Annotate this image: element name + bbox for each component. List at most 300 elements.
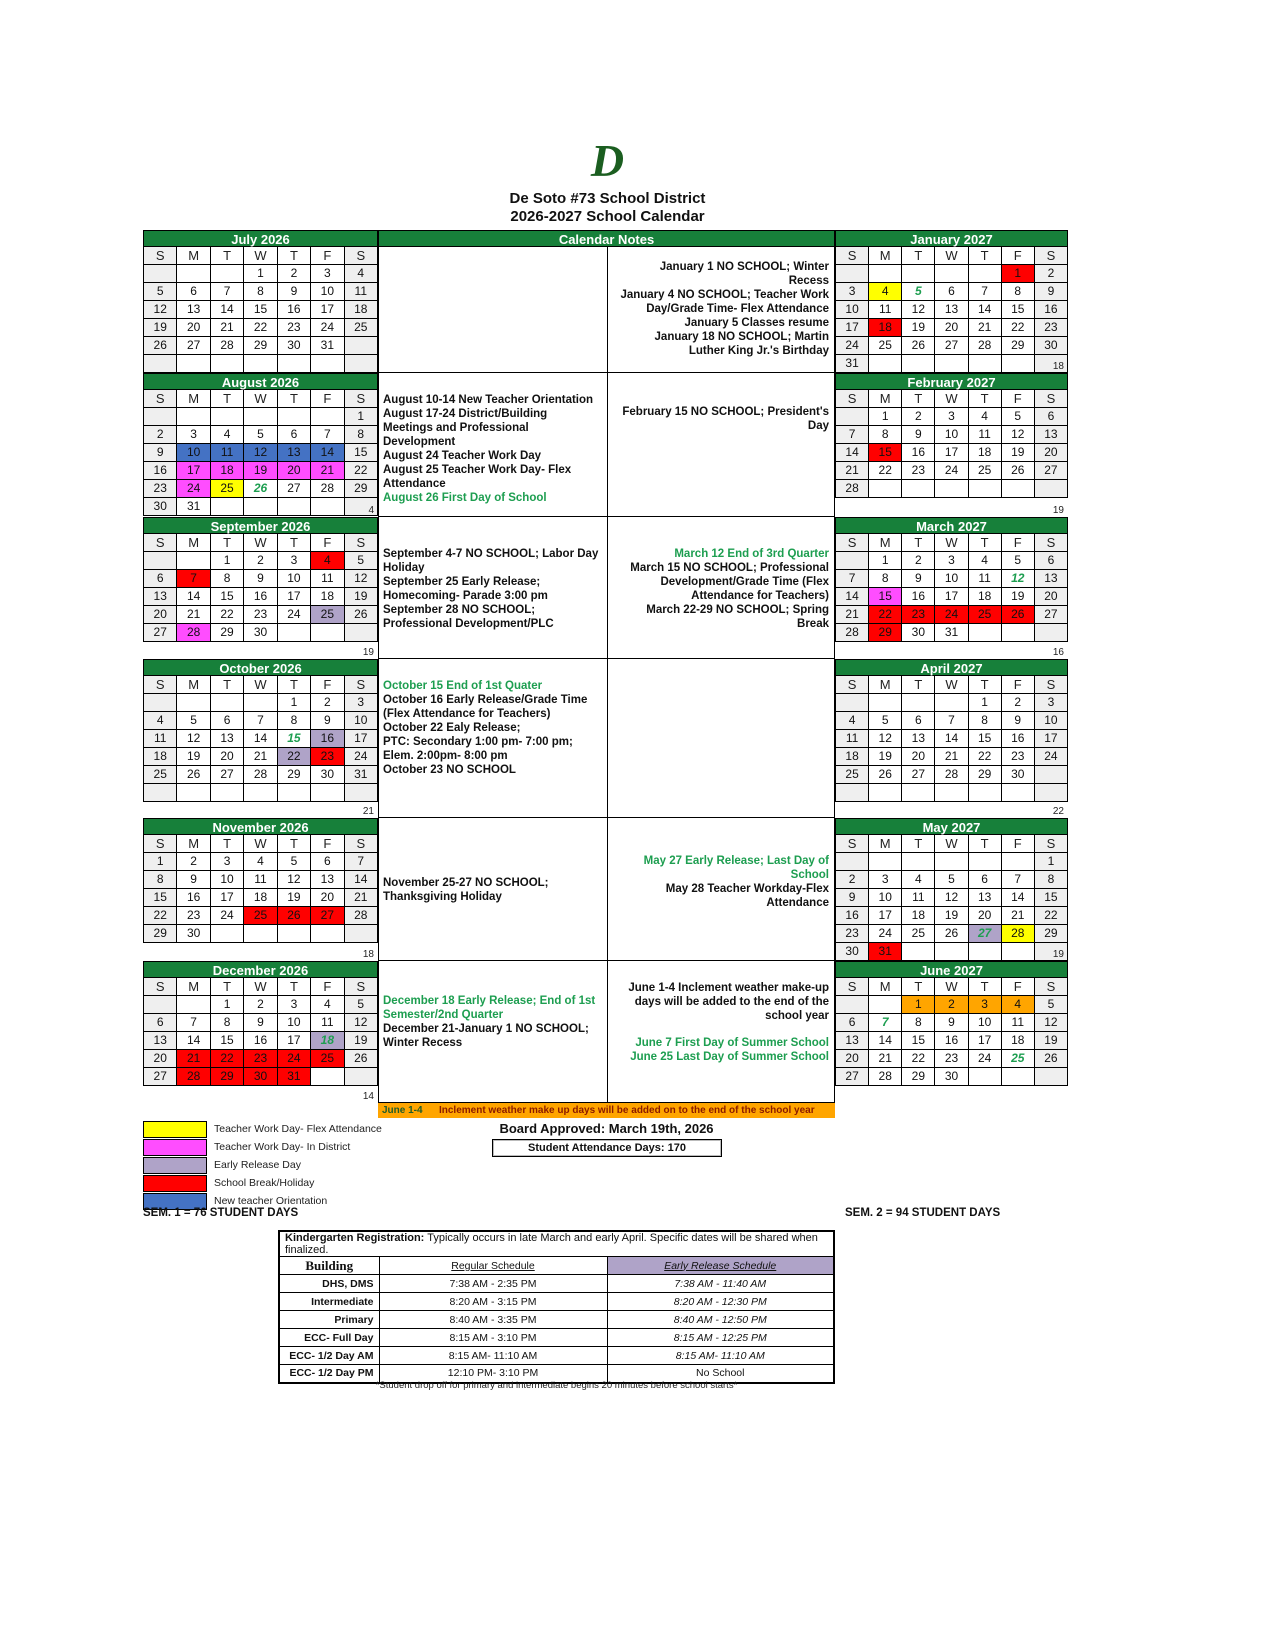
day-cell: 21: [1002, 907, 1035, 925]
day-letter: F: [1002, 676, 1035, 694]
day-cell: 19: [902, 319, 935, 337]
day-cell: [144, 996, 177, 1014]
day-cell: [1002, 784, 1035, 802]
day-cell: [969, 265, 1002, 283]
day-letter: F: [311, 390, 344, 408]
day-cell: 22: [869, 606, 902, 624]
day-cell: 11: [244, 871, 277, 889]
building-name: Primary: [279, 1311, 379, 1329]
day-cell: 19: [1002, 588, 1035, 606]
day-cell: 16: [1035, 301, 1068, 319]
day-cell: 24: [311, 319, 344, 337]
day-letter: T: [211, 835, 244, 853]
day-letter: T: [969, 835, 1002, 853]
day-cell: 10: [969, 1014, 1002, 1032]
day-cell: 25: [902, 925, 935, 943]
day-cell: 13: [144, 1032, 177, 1050]
day-cell: 17: [935, 588, 968, 606]
day-cell: 20: [1035, 444, 1068, 462]
day-letter: W: [935, 247, 968, 265]
day-cell: 6: [144, 1014, 177, 1032]
day-cell: 1: [869, 408, 902, 426]
month-september-2026: [143, 517, 378, 659]
day-cell: 3: [935, 552, 968, 570]
day-cell: 15: [244, 301, 277, 319]
day-cell: 5: [345, 552, 378, 570]
day-letter: S: [345, 534, 378, 552]
day-cell: [969, 784, 1002, 802]
day-cell: 27: [969, 925, 1002, 943]
day-cell: 13: [211, 730, 244, 748]
day-cell: 21: [177, 606, 210, 624]
day-cell: 21: [935, 748, 968, 766]
month-november-2026: [143, 818, 378, 961]
day-cell: 30: [1002, 766, 1035, 784]
day-cell: [177, 408, 210, 426]
month-october-2026: [143, 659, 378, 818]
day-cell: 2: [177, 853, 210, 871]
note-line: November 25-27 NO SCHOOL; Thanksgiving Holiday: [383, 877, 549, 903]
day-cell: 15: [902, 1032, 935, 1050]
day-cell: 7: [836, 570, 869, 588]
day-cell: 12: [177, 730, 210, 748]
notes-july: [378, 230, 607, 373]
day-cell: 8: [244, 283, 277, 301]
day-cell: 31: [345, 766, 378, 784]
day-cell: 25: [144, 766, 177, 784]
day-cell: [311, 498, 344, 516]
day-cell: 26: [869, 766, 902, 784]
day-cell: 7: [244, 712, 277, 730]
day-cell: [935, 355, 968, 373]
day-cell: 24: [345, 748, 378, 766]
day-letter: S: [1035, 390, 1068, 408]
day-cell: 21: [869, 1050, 902, 1068]
day-cell: [144, 694, 177, 712]
day-cell: 16: [902, 588, 935, 606]
day-cell: 29: [211, 1068, 244, 1086]
column-header-early-release-schedule: Early Release Schedule: [607, 1257, 834, 1275]
day-cell: 28: [244, 766, 277, 784]
day-cell: 12: [244, 444, 277, 462]
day-cell: [244, 408, 277, 426]
legend-color-swatch: [143, 1157, 207, 1174]
day-letter: S: [836, 978, 869, 996]
day-cell: 14: [177, 1032, 210, 1050]
day-letter: W: [244, 676, 277, 694]
day-cell: 12: [1002, 570, 1035, 588]
day-cell: 3: [869, 871, 902, 889]
color-legend: [143, 1120, 382, 1210]
regular-schedule-time: 12:10 PM- 3:10 PM: [379, 1365, 607, 1383]
day-cell: 5: [1002, 552, 1035, 570]
month-february-2027: [835, 373, 1068, 517]
day-letter: S: [144, 676, 177, 694]
inclement-weather-banner: [378, 1103, 835, 1118]
note-line: PTC: Secondary 1:00 pm- 7:00 pm;: [383, 736, 573, 748]
day-cell: 17: [311, 301, 344, 319]
day-cell: 14: [244, 730, 277, 748]
day-cell: 14: [869, 1032, 902, 1050]
day-cell: 11: [969, 570, 1002, 588]
student-day-count: 22: [1052, 806, 1064, 817]
student-day-count: 19: [1052, 505, 1064, 516]
day-cell: 29: [345, 480, 378, 498]
day-cell: [969, 1068, 1002, 1086]
day-cell: 9: [278, 283, 311, 301]
day-cell: 23: [935, 1050, 968, 1068]
day-letter: T: [278, 390, 311, 408]
day-cell: 23: [902, 462, 935, 480]
day-cell: 22: [869, 462, 902, 480]
day-cell: 3: [1035, 694, 1068, 712]
building-name: ECC- 1/2 Day AM: [279, 1347, 379, 1365]
day-cell: 11: [345, 283, 378, 301]
day-cell: [969, 355, 1002, 373]
note-line: December 18 Early Release; End of 1st Semester/2nd Quarter: [383, 995, 596, 1021]
day-letter: W: [935, 676, 968, 694]
day-cell: 19: [345, 1032, 378, 1050]
day-letter: M: [177, 247, 210, 265]
day-letter: S: [1035, 247, 1068, 265]
day-cell: 8: [869, 426, 902, 444]
day-cell: 30: [1035, 337, 1068, 355]
day-letter: F: [1002, 835, 1035, 853]
day-cell: 13: [278, 444, 311, 462]
day-cell: [345, 784, 378, 802]
day-cell: 29: [869, 624, 902, 642]
day-letter: W: [935, 534, 968, 552]
day-letter: M: [869, 390, 902, 408]
semester-1-days: SEM. 1 = 76 STUDENT DAYS: [143, 1207, 299, 1219]
day-letter: F: [1002, 978, 1035, 996]
day-cell: 23: [836, 925, 869, 943]
day-letter: M: [177, 534, 210, 552]
notes-december: [378, 961, 607, 1103]
day-cell: [935, 694, 968, 712]
day-cell: [311, 784, 344, 802]
day-cell: [177, 996, 210, 1014]
day-cell: 25: [836, 766, 869, 784]
day-cell: [211, 498, 244, 516]
day-letter: W: [935, 835, 968, 853]
day-cell: [1002, 355, 1035, 373]
note-line: June 25 Last Day of Summer School: [630, 1051, 829, 1063]
day-cell: 23: [902, 606, 935, 624]
day-letter: W: [244, 390, 277, 408]
day-cell: 29: [902, 1068, 935, 1086]
day-letter: W: [935, 978, 968, 996]
day-cell: 26: [902, 337, 935, 355]
day-cell: 22: [345, 462, 378, 480]
day-cell: 10: [935, 570, 968, 588]
student-day-count: 16: [1052, 647, 1064, 658]
day-cell: 28: [177, 624, 210, 642]
day-cell: 18: [869, 319, 902, 337]
day-cell: 27: [1035, 462, 1068, 480]
day-cell: 3: [935, 408, 968, 426]
day-cell: [902, 480, 935, 498]
day-cell: 25: [311, 1050, 344, 1068]
day-letter: W: [244, 247, 277, 265]
day-letter: S: [345, 676, 378, 694]
day-cell: 31: [869, 943, 902, 961]
month-title: May 2027: [835, 818, 1068, 835]
day-cell: 4: [969, 552, 1002, 570]
day-cell: 22: [244, 319, 277, 337]
day-cell: 26: [244, 480, 277, 498]
day-cell: [278, 624, 311, 642]
day-cell: 24: [869, 925, 902, 943]
building-name: ECC- 1/2 Day PM: [279, 1365, 379, 1383]
day-cell: 18: [311, 1032, 344, 1050]
day-cell: 17: [278, 1032, 311, 1050]
day-cell: 13: [177, 301, 210, 319]
day-cell: 6: [177, 283, 210, 301]
day-cell: 22: [1002, 319, 1035, 337]
day-cell: 10: [836, 301, 869, 319]
student-attendance-days-box: Student Attendance Days: 170: [492, 1139, 722, 1157]
day-cell: 4: [211, 426, 244, 444]
day-cell: [869, 355, 902, 373]
day-cell: [177, 552, 210, 570]
day-cell: 23: [144, 480, 177, 498]
day-cell: 7: [1002, 871, 1035, 889]
day-cell: [869, 853, 902, 871]
day-cell: 27: [144, 624, 177, 642]
legend-label: School Break/Holiday: [214, 1177, 315, 1189]
day-cell: [836, 853, 869, 871]
month-title: December 2026: [143, 961, 378, 978]
day-cell: 29: [144, 925, 177, 943]
day-cell: 4: [1002, 996, 1035, 1014]
day-cell: 17: [211, 889, 244, 907]
day-cell: 28: [836, 624, 869, 642]
notes-august: [378, 373, 607, 517]
table-row: [279, 1275, 834, 1293]
day-cell: [144, 408, 177, 426]
day-cell: 21: [836, 462, 869, 480]
day-cell: 11: [211, 444, 244, 462]
day-cell: 13: [144, 588, 177, 606]
day-letter: S: [836, 247, 869, 265]
day-letter: S: [1035, 835, 1068, 853]
day-cell: 10: [935, 426, 968, 444]
day-cell: 20: [278, 462, 311, 480]
day-cell: 16: [311, 730, 344, 748]
day-cell: 1: [869, 552, 902, 570]
day-letter: T: [902, 390, 935, 408]
day-cell: 19: [869, 748, 902, 766]
day-cell: 24: [278, 1050, 311, 1068]
day-cell: 21: [969, 319, 1002, 337]
day-cell: 27: [278, 480, 311, 498]
day-cell: 30: [311, 766, 344, 784]
day-cell: 10: [211, 871, 244, 889]
month-may-2027: [835, 818, 1068, 961]
day-cell: 6: [311, 853, 344, 871]
day-cell: 11: [836, 730, 869, 748]
day-letter: T: [211, 534, 244, 552]
day-cell: [211, 408, 244, 426]
day-letter: S: [345, 247, 378, 265]
day-cell: 9: [144, 444, 177, 462]
day-cell: 26: [345, 1050, 378, 1068]
day-cell: 20: [935, 319, 968, 337]
day-cell: 3: [278, 996, 311, 1014]
day-cell: 24: [177, 480, 210, 498]
note-line: June 7 First Day of Summer School: [635, 1037, 829, 1049]
day-letter: S: [1035, 534, 1068, 552]
day-cell: 8: [902, 1014, 935, 1032]
day-cell: 26: [1002, 606, 1035, 624]
day-letter: T: [278, 534, 311, 552]
day-cell: 13: [836, 1032, 869, 1050]
day-cell: [902, 265, 935, 283]
day-cell: 25: [869, 337, 902, 355]
kindergarten-registration-text: Typically occurs in late March and early April. Specific dates will be shared when finalized.: [285, 1232, 818, 1256]
student-day-count: 18: [362, 949, 374, 960]
month-march-2027: [835, 517, 1068, 659]
day-cell: [1035, 1068, 1068, 1086]
student-day-count: 21: [362, 806, 374, 817]
day-cell: 18: [345, 301, 378, 319]
legend-item: [143, 1156, 382, 1174]
day-cell: [969, 853, 1002, 871]
day-cell: 17: [278, 588, 311, 606]
day-letter: W: [244, 835, 277, 853]
day-letter: F: [311, 247, 344, 265]
day-cell: 10: [311, 283, 344, 301]
early-release-time: No School: [607, 1365, 834, 1383]
day-letter: S: [345, 978, 378, 996]
day-cell: 16: [244, 1032, 277, 1050]
day-cell: 13: [311, 871, 344, 889]
legend-label: Teacher Work Day- In District: [214, 1141, 351, 1153]
day-letter: S: [345, 835, 378, 853]
day-cell: 31: [177, 498, 210, 516]
day-cell: 5: [935, 871, 968, 889]
day-cell: [144, 552, 177, 570]
day-cell: 10: [345, 712, 378, 730]
day-cell: 30: [935, 1068, 968, 1086]
day-cell: 14: [211, 301, 244, 319]
table-row: [279, 1293, 834, 1311]
early-release-time: 7:38 AM - 11:40 AM: [607, 1275, 834, 1293]
day-cell: 7: [836, 426, 869, 444]
day-cell: 17: [1035, 730, 1068, 748]
calendar-notes-header: Calendar Notes: [378, 230, 835, 247]
day-cell: 9: [244, 570, 277, 588]
day-cell: 28: [1002, 925, 1035, 943]
day-cell: 27: [1035, 606, 1068, 624]
day-cell: 12: [1035, 1014, 1068, 1032]
day-cell: [311, 1068, 344, 1086]
day-cell: [144, 784, 177, 802]
day-cell: 10: [278, 1014, 311, 1032]
day-cell: 25: [1002, 1050, 1035, 1068]
month-title: September 2026: [143, 517, 378, 534]
day-cell: [935, 265, 968, 283]
table-row: [279, 1329, 834, 1347]
day-cell: 25: [311, 606, 344, 624]
legend-color-swatch: [143, 1121, 207, 1138]
day-cell: 6: [902, 712, 935, 730]
day-cell: 15: [869, 588, 902, 606]
day-cell: 5: [177, 712, 210, 730]
note-line: February 15 NO SCHOOL; President's Day: [622, 406, 829, 432]
drop-off-footnote: *Student drop off for primary and intermediate begins 20 minutes before school starts*: [375, 1380, 738, 1391]
day-cell: [1002, 480, 1035, 498]
day-cell: 16: [935, 1032, 968, 1050]
day-letter: T: [969, 534, 1002, 552]
day-cell: 13: [1035, 426, 1068, 444]
notes-october: [378, 659, 607, 818]
day-letter: M: [869, 978, 902, 996]
day-cell: 11: [311, 1014, 344, 1032]
day-letter: S: [345, 390, 378, 408]
day-cell: 7: [311, 426, 344, 444]
day-letter: T: [902, 247, 935, 265]
day-cell: 24: [836, 337, 869, 355]
day-cell: 25: [211, 480, 244, 498]
day-cell: [969, 624, 1002, 642]
day-cell: 2: [144, 426, 177, 444]
day-cell: 3: [177, 426, 210, 444]
day-cell: 14: [935, 730, 968, 748]
day-letter: S: [836, 390, 869, 408]
day-cell: [935, 480, 968, 498]
day-cell: 5: [244, 426, 277, 444]
note-line: October 23 NO SCHOOL: [383, 764, 516, 776]
day-cell: 17: [869, 907, 902, 925]
note-line: August 25 Teacher Work Day- Flex Attendance: [383, 464, 572, 490]
day-cell: 16: [1002, 730, 1035, 748]
day-cell: 23: [278, 319, 311, 337]
day-cell: [935, 784, 968, 802]
district-logo-d: D: [590, 135, 625, 186]
day-cell: 11: [869, 301, 902, 319]
day-letter: F: [311, 676, 344, 694]
day-cell: 9: [1035, 283, 1068, 301]
day-cell: 12: [345, 570, 378, 588]
day-letter: T: [211, 978, 244, 996]
day-cell: [869, 480, 902, 498]
day-cell: 9: [1002, 712, 1035, 730]
day-cell: 14: [1002, 889, 1035, 907]
day-cell: 20: [211, 748, 244, 766]
day-cell: [177, 694, 210, 712]
day-cell: 8: [869, 570, 902, 588]
day-letter: T: [969, 978, 1002, 996]
day-cell: 5: [144, 283, 177, 301]
day-cell: 18: [311, 588, 344, 606]
month-title: June 2027: [835, 961, 1068, 978]
day-cell: [244, 784, 277, 802]
month-title: April 2027: [835, 659, 1068, 676]
day-cell: 7: [177, 1014, 210, 1032]
day-cell: 11: [144, 730, 177, 748]
day-cell: 18: [969, 444, 1002, 462]
day-cell: 17: [177, 462, 210, 480]
day-cell: 15: [969, 730, 1002, 748]
notes-february: [607, 373, 835, 517]
day-cell: 19: [1002, 444, 1035, 462]
day-cell: 19: [345, 588, 378, 606]
day-cell: 8: [1002, 283, 1035, 301]
banner-text: Inclement weather make up days will be added on to the end of the school year: [438, 1105, 815, 1116]
day-cell: 8: [144, 871, 177, 889]
